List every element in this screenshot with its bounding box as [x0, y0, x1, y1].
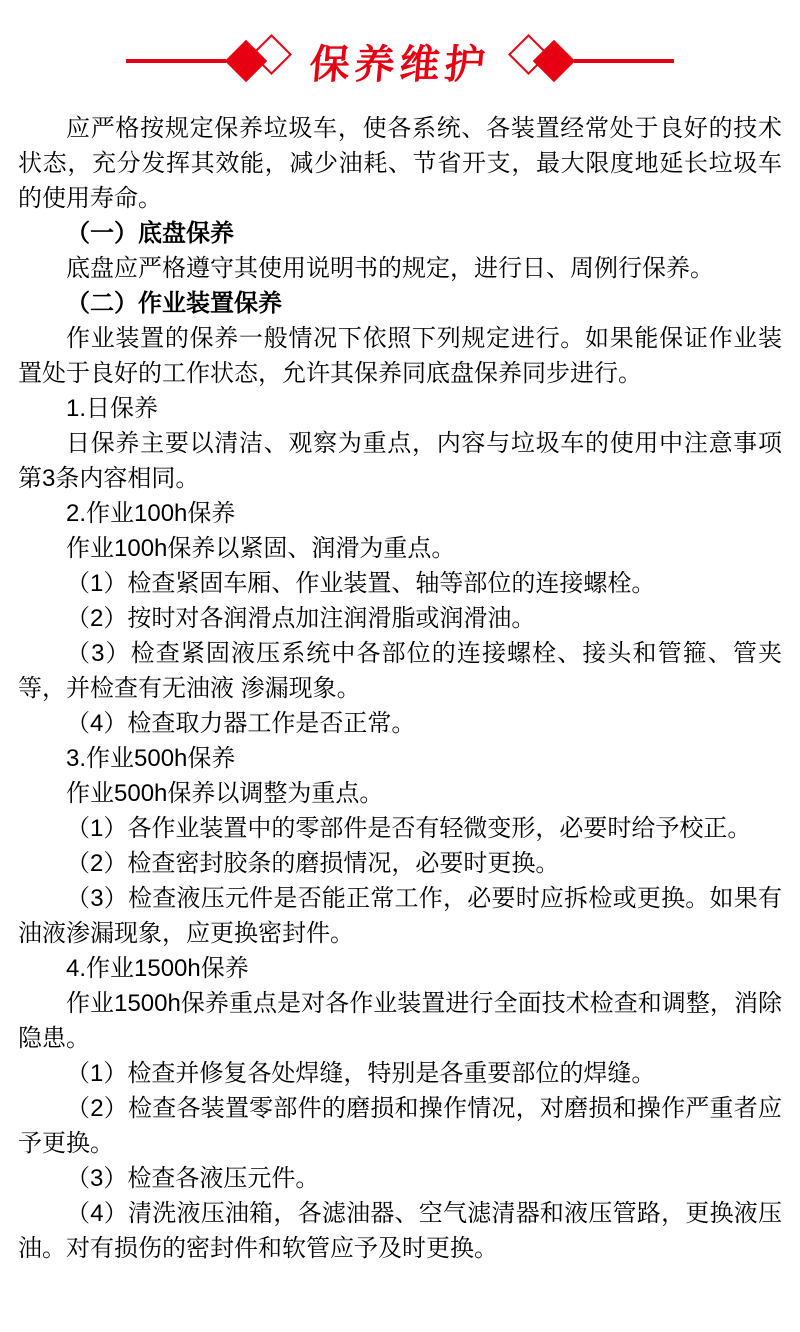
- paragraph: （3）检查紧固液压系统中各部位的连接螺栓、接头和管箍、管夹等，并检查有无油液 渗漏现象。: [18, 640, 782, 702]
- paragraph: （3）检查液压元件是否能正常工作，必要时应拆检或更换。如果有油液渗漏现象，应更换密封件。: [18, 885, 782, 947]
- section-heading: （二）作业装置保养: [66, 290, 282, 317]
- paragraph: （2）检查各装置零部件的磨损和操作情况，对磨损和操作严重者应予更换。: [18, 1095, 782, 1157]
- paragraph: 作业100h保养以紧固、润滑为重点。: [66, 535, 456, 562]
- paragraph: （1）检查并修复各处焊缝，特别是各重要部位的焊缝。: [66, 1060, 656, 1087]
- page-title: 保养维护: [307, 42, 492, 87]
- paragraph: 2.作业100h保养: [66, 500, 236, 527]
- diamond-ornament-left: [226, 32, 294, 90]
- paragraph: 1.日保养: [66, 395, 159, 422]
- header-rule-left: [126, 59, 226, 63]
- paragraph: （4）清洗液压油箱，各滤油器、空气滤清器和液压管路，更换液压油。对有损伤的密封件和软管应予及时更换。: [18, 1200, 782, 1262]
- paragraph: （2）检查密封胶条的磨损情况，必要时更换。: [66, 850, 560, 877]
- paragraph: 4.作业1500h保养: [66, 955, 249, 982]
- paragraph: （1）各作业装置中的零部件是否有轻微变形，必要时给予校正。: [66, 815, 752, 842]
- diamond-ornament-right: [506, 32, 574, 90]
- paragraph: 作业1500h保养重点是对各作业装置进行全面技术检查和调整，消除隐患。: [18, 990, 782, 1052]
- paragraph: （4）检查取力器工作是否正常。: [66, 710, 416, 737]
- paragraph: 日保养主要以清洁、观察为重点，内容与垃圾车的使用中注意事项第3条内容相同。: [18, 430, 782, 492]
- paragraph: 应严格按规定保养垃圾车，使各系统、各装置经常处于良好的技术状态，充分发挥其效能，减少油耗、节省开支，最大限度地延长垃圾车的使用寿命。: [18, 115, 782, 212]
- document-body: [0, 90, 800, 1266]
- section-heading: （一）底盘保养: [66, 220, 234, 247]
- paragraph: 底盘应严格遵守其使用说明书的规定，进行日、周例行保养。: [66, 255, 714, 282]
- paragraph: （2）按时对各润滑点加注润滑脂或润滑油。: [66, 605, 536, 632]
- paragraph: 作业装置的保养一般情况下依照下列规定进行。如果能保证作业装置处于良好的工作状态，允许其保养同底盘保养同步进行。: [18, 325, 782, 387]
- paragraph: 作业500h保养以调整为重点。: [66, 780, 384, 807]
- page-header: [0, 32, 800, 90]
- paragraph: （3）检查各液压元件。: [66, 1165, 320, 1192]
- header-rule-right: [574, 59, 674, 63]
- paragraph: 3.作业500h保养: [66, 745, 236, 772]
- paragraph: （1）检查紧固车厢、作业装置、轴等部位的连接螺栓。: [66, 570, 656, 597]
